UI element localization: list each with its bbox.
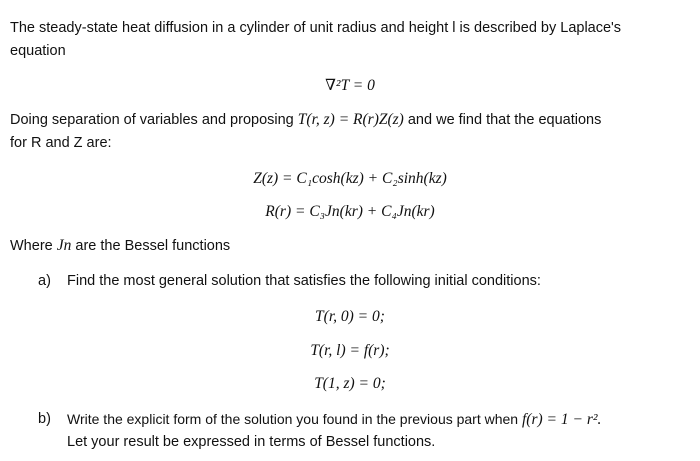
bessel-note bbox=[10, 237, 230, 255]
condition-2 bbox=[0, 341, 700, 361]
z-equation-text: Z(z) = C₁cosh(kz) + C₂sinh(kz) bbox=[253, 170, 447, 187]
intro-line-1: The steady-state heat diffusion in a cylinder of unit radius and height l is described by Laplace's bbox=[10, 20, 622, 36]
z-equation bbox=[0, 169, 700, 189]
bessel-note-pre: Where bbox=[10, 238, 57, 254]
part-b-math: f(r) = 1 − r². bbox=[522, 411, 602, 428]
condition-1-text: T(r, 0) = 0; bbox=[315, 308, 385, 325]
separation-text-pre: Doing separation of variables and proposing bbox=[10, 112, 298, 128]
separation-math: T(r, z) = R(r)Z(z) bbox=[297, 111, 404, 128]
part-a-text: Find the most general solution that satisfies the following initial conditions: bbox=[67, 273, 541, 289]
condition-3 bbox=[0, 374, 700, 394]
condition-3-text: T(1, z) = 0; bbox=[314, 375, 386, 392]
part-b-line-2: Let your result be expressed in terms of Bessel functions. bbox=[67, 434, 436, 450]
separation-line-1 bbox=[10, 111, 601, 129]
bessel-note-post: are the Bessel functions bbox=[71, 238, 231, 254]
condition-2-text: T(r, l) = f(r); bbox=[310, 342, 390, 359]
laplace-equation-text: ∇²T = 0 bbox=[325, 77, 375, 94]
separation-line-2: for R and Z are: bbox=[10, 135, 112, 151]
condition-1 bbox=[0, 307, 700, 327]
part-b-text-pre: Write the explicit form of the solution you found in the previous part when bbox=[67, 411, 522, 427]
part-b-marker: b) bbox=[38, 411, 51, 427]
r-equation-text: R(r) = C₃Jn(kr) + C₄Jn(kr) bbox=[265, 203, 435, 220]
part-a-marker: a) bbox=[38, 273, 51, 289]
separation-text-post: and we find that the equations bbox=[403, 112, 602, 128]
part-b-line-1 bbox=[67, 410, 601, 429]
laplace-equation bbox=[0, 76, 700, 96]
r-equation bbox=[0, 202, 700, 222]
bessel-note-math: Jn bbox=[56, 237, 72, 254]
intro-line-2: equation bbox=[10, 43, 66, 59]
